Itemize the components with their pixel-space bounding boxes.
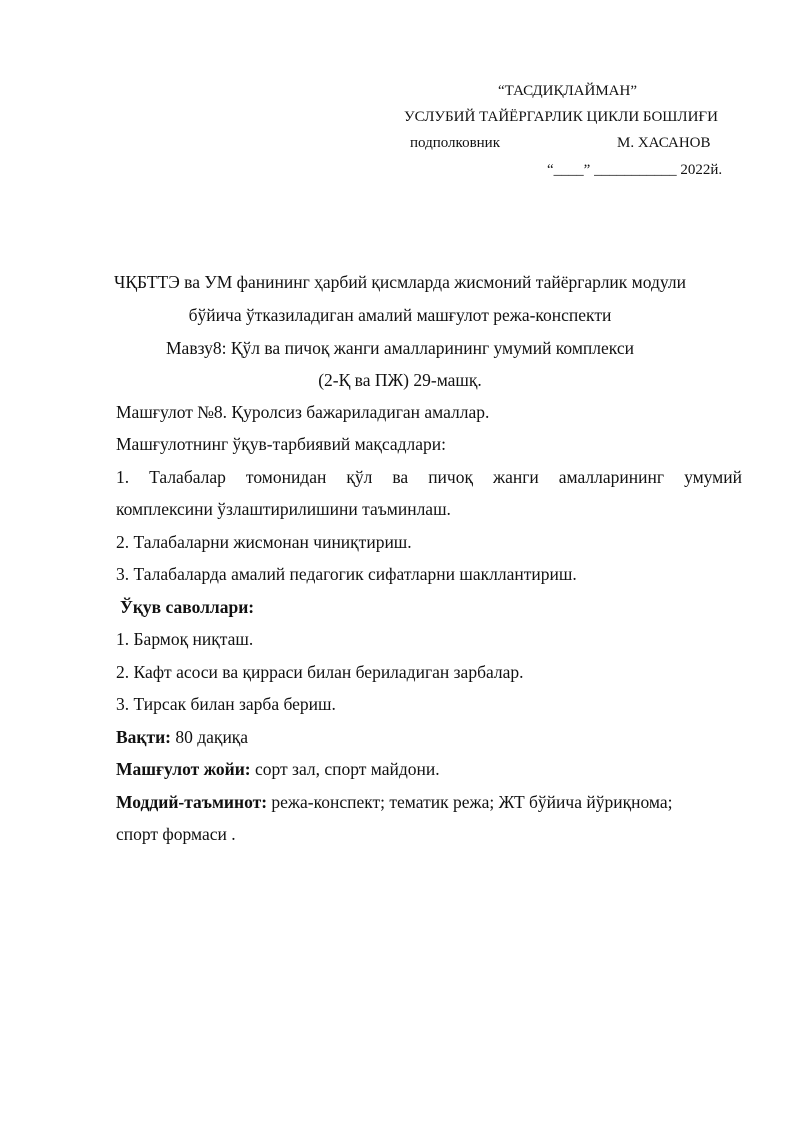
supply-label: Моддий-таъминот:	[116, 792, 268, 812]
document-exercise: (2-Қ ва ПЖ) 29-машқ.	[318, 370, 482, 390]
document-topic: Мавзу8: Қўл ва пичоқ жанги амалларининг умумий комплекси	[166, 338, 634, 358]
goals-heading: Машғулотнинг ўқув-тарбиявий мақсадлари:	[116, 434, 447, 454]
place-value: сорт зал, спорт майдони.	[250, 759, 440, 779]
approval-stamp: “ТАСДИҚЛАЙМАН”	[498, 83, 637, 99]
goal-3: 3. Талабаларда амалий педагогик сифатларни шакллантириш.	[116, 564, 577, 584]
supply-value: режа-конспект; тематик режа; ЖТ бўйича йўриқнома;	[267, 792, 673, 812]
approval-name: М. ХАСАНОВ	[617, 135, 711, 151]
document-title-line-2: бўйича ўтказиладиган амалий машғулот режа-конспекти	[188, 305, 612, 325]
lesson-supply	[116, 792, 672, 813]
question-2: 2. Кафт асоси ва қирраси билан бериладиган зарбалар.	[116, 662, 524, 682]
goal-2: 2. Талабаларни жисмонан чиниқтириш.	[116, 532, 412, 552]
questions-heading: Ўқув саволлари:	[120, 597, 255, 617]
goal-1-line-1: 1. Талабалар томонидан қўл ва пичоқ жанги амалларининг умумий	[116, 467, 742, 487]
question-1: 1. Бармоқ ниқташ.	[116, 629, 254, 649]
time-value: 80 дақиқа	[171, 727, 249, 747]
time-label: Вақти:	[116, 727, 172, 747]
document-title-line-1: ЧҚБТТЭ ва УМ фанининг ҳарбий қисмларда жисмоний тайёргарлик модули	[114, 272, 686, 292]
place-label: Машғулот жойи:	[116, 759, 251, 779]
approval-position: УСЛУБИЙ ТАЙЁРГАРЛИК ЦИКЛИ БОШЛИҒИ	[404, 109, 718, 125]
lesson-time	[116, 727, 248, 748]
approval-rank: подполковник	[410, 135, 500, 151]
lesson-place	[116, 759, 440, 780]
lesson-supply-continued: спорт формаси .	[116, 824, 236, 844]
question-3: 3. Тирсак билан зарба бериш.	[116, 694, 336, 714]
lesson-number: Машғулот №8. Қуролсиз бажариладиган амаллар.	[116, 402, 490, 422]
approval-date: “____” ___________ 2022й.	[547, 162, 723, 178]
goal-1-line-2: комплексини ўзлаштирилишини таъминлаш.	[116, 499, 451, 519]
